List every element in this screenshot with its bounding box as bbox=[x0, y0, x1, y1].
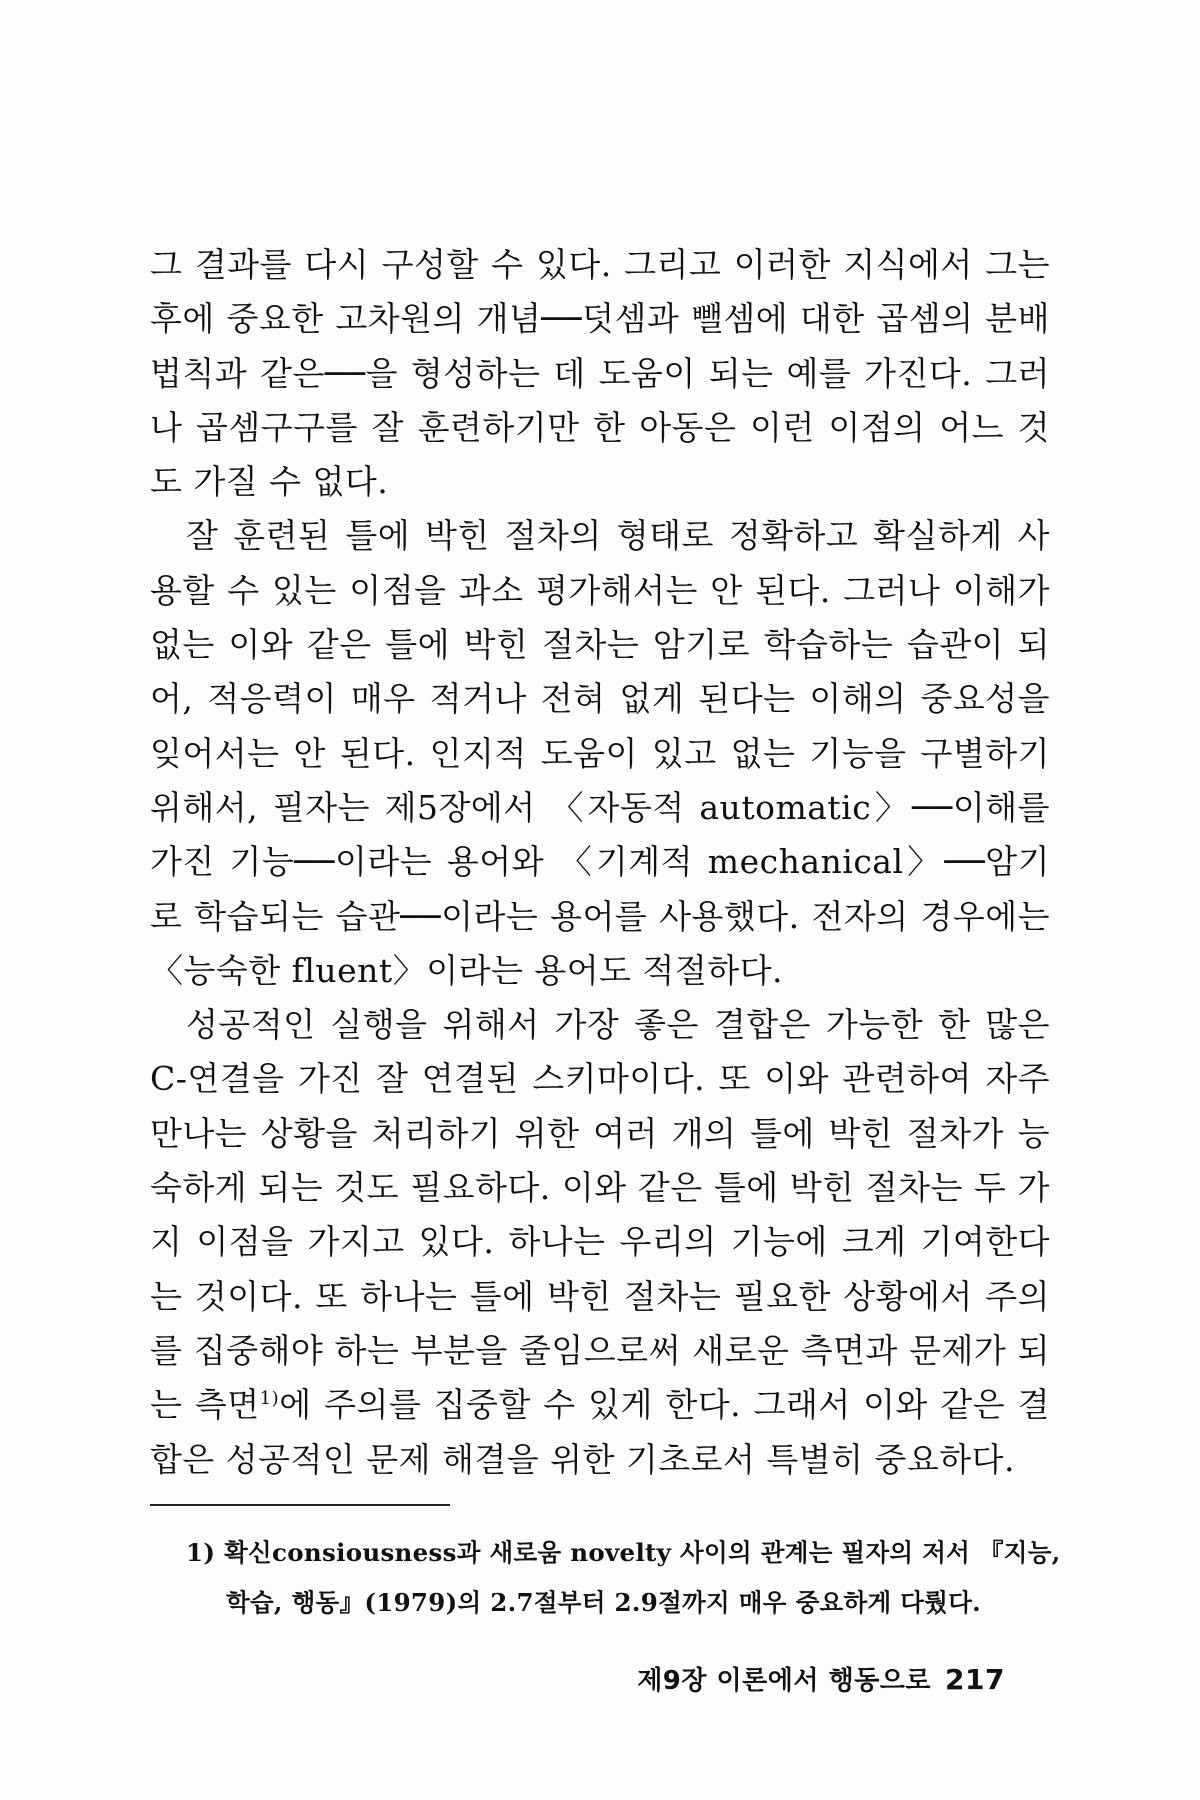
footnote-reference: 1) bbox=[259, 1388, 280, 1410]
footnote-number: 1) bbox=[186, 1538, 216, 1567]
paragraph-1: 그 결과를 다시 구성할 수 있다. 그리고 이러한 지식에서 그는 후에 중요한 고차원의 개념──덧셈과 뺄셈에 대한 곱셈의 분배 법칙과 같은──을 형성하는 데 도움이 되는 예를 가진다. 그러나 곱셈구구를 잘 훈련하기만 한 아동은 이런 이점의 어느 것도 가질 수 없다. bbox=[150, 245, 1050, 502]
page-number: 217 bbox=[945, 1663, 1005, 1696]
paragraph-2: 잘 훈련된 틀에 박힌 절차의 형태로 정확하고 확실하게 사용할 수 있는 이점을 과소 평가해서는 안 된다. 그러나 이해가 없는 이와 같은 틀에 박힌 절차는 암기로 학습하는 습관이 되어, 적응력이 매우 적거나 전혀 없게 된다는 이해의 중요성을 잊어서는 안 된다. 인지적 도움이 있고 없는 기능을 구별하기 위해서, 필자는 제5장에서 〈자동적 automatic〉──이해를 가진 기능──이라는 용어와 〈기계적 mechanical〉──암기로 학습되는 습관──이라는 용어를 사용했다. 전자의 경우에는 〈능숙한 fluent〉이라는 용어도 적절하다. bbox=[150, 516, 1050, 990]
paragraph-3 bbox=[150, 998, 1050, 1487]
paragraph-3-part-b: 에 주의를 집중할 수 있게 한다. 그래서 이와 같은 결합은 성공적인 문제 해결을 위한 기초로서 특별히 중요하다. bbox=[150, 1385, 1050, 1479]
page-footer bbox=[637, 1660, 1005, 1697]
paragraph-3-part-a: 성공적인 실행을 위해서 가장 좋은 결합은 가능한 한 많은 C-연결을 가진 잘 연결된 스키마이다. 또 이와 관련하여 자주 만나는 상황을 처리하기 위한 여러 개의 틀에 박힌 절차가 능숙하게 되는 것도 필요하다. 이와 같은 틀에 박힌 절차는 두 가지 이점을 가지고 있다. 하나는 우리의 기능에 크게 기여한다는 것이다. 또 하나는 틀에 박힌 절차는 필요한 상황에서 주의를 집중해야 하는 부분을 줄임으로써 새로운 측면과 문제가 되는 측면 bbox=[150, 1005, 1050, 1425]
footnote-divider bbox=[150, 1504, 450, 1506]
footnote bbox=[186, 1528, 1086, 1628]
body-text bbox=[150, 238, 1050, 1487]
chapter-title: 제9장 이론에서 행동으로 bbox=[637, 1666, 932, 1696]
footnote-text: 확신consiousness과 새로움 novelty 사이의 관계는 필자의 저서 『지능, 학습, 행동』(1979)의 2.7절부터 2.9절까지 매우 중요하게 다뤘다. bbox=[224, 1538, 1061, 1617]
